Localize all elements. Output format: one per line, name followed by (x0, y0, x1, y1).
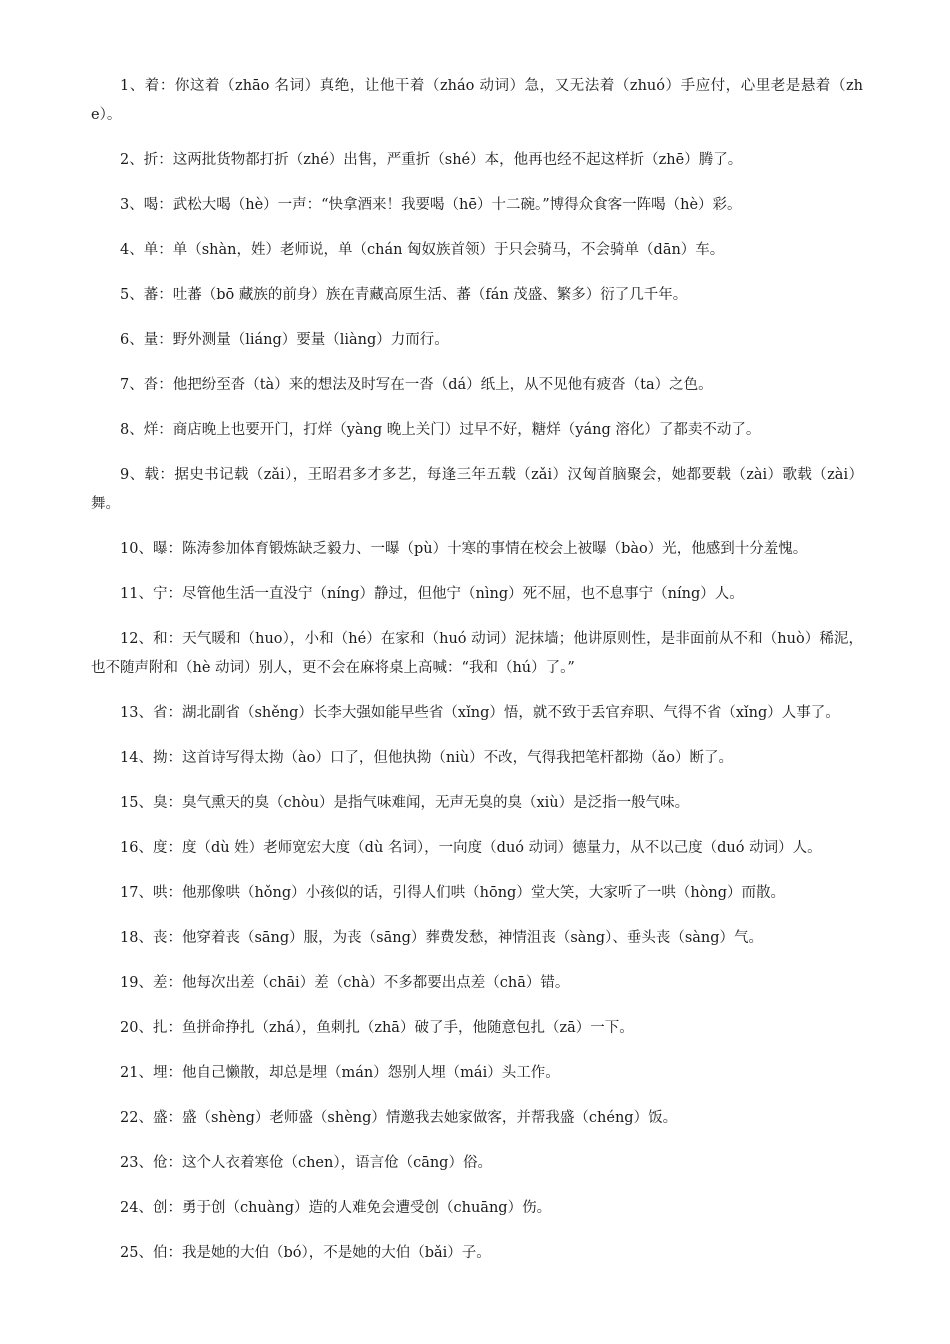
list-item: 21、埋：他自己懒散，却总是埋（mán）怨别人埋（mái）头工作。 (120, 1065, 560, 1081)
list-item: 8、烊：商店晚上也要开门，打烊（yàng 晚上关门）过早不好，糖烊（yáng 溶化）了都卖不动了。 (120, 422, 761, 438)
list-item: 1、着：你这着（zhāo 名词）真绝，让他干着（zháo 动词）急，又无法着（zhuó）手应付，心里老是悬着（zhe）。 (91, 78, 863, 123)
list-item: 6、量：野外测量（liáng）要量（liàng）力而行。 (120, 332, 449, 348)
list-item: 15、臭：臭气熏天的臭（chòu）是指气味难闻，无声无臭的臭（xiù）是泛指一般气味。 (120, 795, 690, 811)
list-item: 16、度：度（dù 姓）老师宽宏大度（dù 名词），一向度（duó 动词）德量力，从不以己度（duó 动词）人。 (120, 840, 822, 856)
list-item: 9、载：据史书记载（zǎi），王昭君多才多艺，每逢三年五载（zǎi）汉匈首脑聚会，她都要载（zài）歌载（zài）舞。 (91, 467, 863, 512)
list-item: 17、哄：他那像哄（hǒng）小孩似的话，引得人们哄（hōng）堂大笑，大家听了一哄（hòng）而散。 (120, 885, 786, 901)
list-item: 3、喝：武松大喝（hè）一声：“快拿酒来！我要喝（hē）十二碗。”博得众食客一阵喝（hè）彩。 (120, 197, 742, 213)
list-item: 18、丧：他穿着丧（sāng）服，为丧（sāng）葬费发愁，神情沮丧（sàng）、垂头丧（sàng）气。 (120, 930, 764, 946)
list-item: 25、伯：我是她的大伯（bó），不是她的大伯（bǎi）子。 (120, 1245, 491, 1261)
list-item: 2、折：这两批货物都打折（zhé）出售，严重折（shé）本，他再也经不起这样折（zhē）腾了。 (120, 152, 743, 168)
list-item: 5、蕃：吐蕃（bō 藏族的前身）族在青藏高原生活、蕃（fán 茂盛、繁多）衍了几千年。 (120, 287, 688, 303)
list-item: 23、伧：这个人衣着寒伧（chen），语言伧（cāng）俗。 (120, 1155, 492, 1171)
list-item: 20、扎：鱼拼命挣扎（zhá），鱼刺扎（zhā）破了手，他随意包扎（zā）一下。 (120, 1020, 634, 1036)
list-item: 24、创：勇于创（chuàng）造的人难免会遭受创（chuāng）伤。 (120, 1200, 552, 1216)
list-item: 7、沓：他把纷至沓（tà）来的想法及时写在一沓（dá）纸上，从不见他有疲沓（ta）之色。 (120, 377, 713, 393)
list-item: 19、差：他每次出差（chāi）差（chà）不多都要出点差（chā）错。 (120, 975, 570, 991)
list-item: 10、曝：陈涛参加体育锻炼缺乏毅力、一曝（pù）十寒的事情在校会上被曝（bào）光，他感到十分羞愧。 (120, 541, 808, 557)
list-item: 14、拗：这首诗写得太拗（ào）口了，但他执拗（niù）不改，气得我把笔杆都拗（ǎo）断了。 (120, 750, 734, 766)
list-item: 11、宁：尽管他生活一直没宁（níng）静过，但他宁（nìng）死不屈，也不息事宁（níng）人。 (120, 586, 744, 602)
document-page (91, 72, 863, 1284)
list-item: 12、和：天气暖和（huo），小和（hé）在家和（huó 动词）泥抹墙；他讲原则性，是非面前从不和（huò）稀泥，也不随声附和（hè 动词）别人，更不会在麻将桌上高喊：“我和（hú）了。” (91, 631, 863, 676)
list-item: 22、盛：盛（shèng）老师盛（shèng）情邀我去她家做客，并帮我盛（chéng）饭。 (120, 1110, 678, 1126)
list-item: 4、单：单（shàn，姓）老师说，单（chán 匈奴族首领）于只会骑马，不会骑单（dān）车。 (120, 242, 725, 258)
list-item: 13、省：湖北副省（shěng）长李大强如能早些省（xǐng）悟，就不致于丢官弃职、气得不省（xǐng）人事了。 (120, 705, 840, 721)
